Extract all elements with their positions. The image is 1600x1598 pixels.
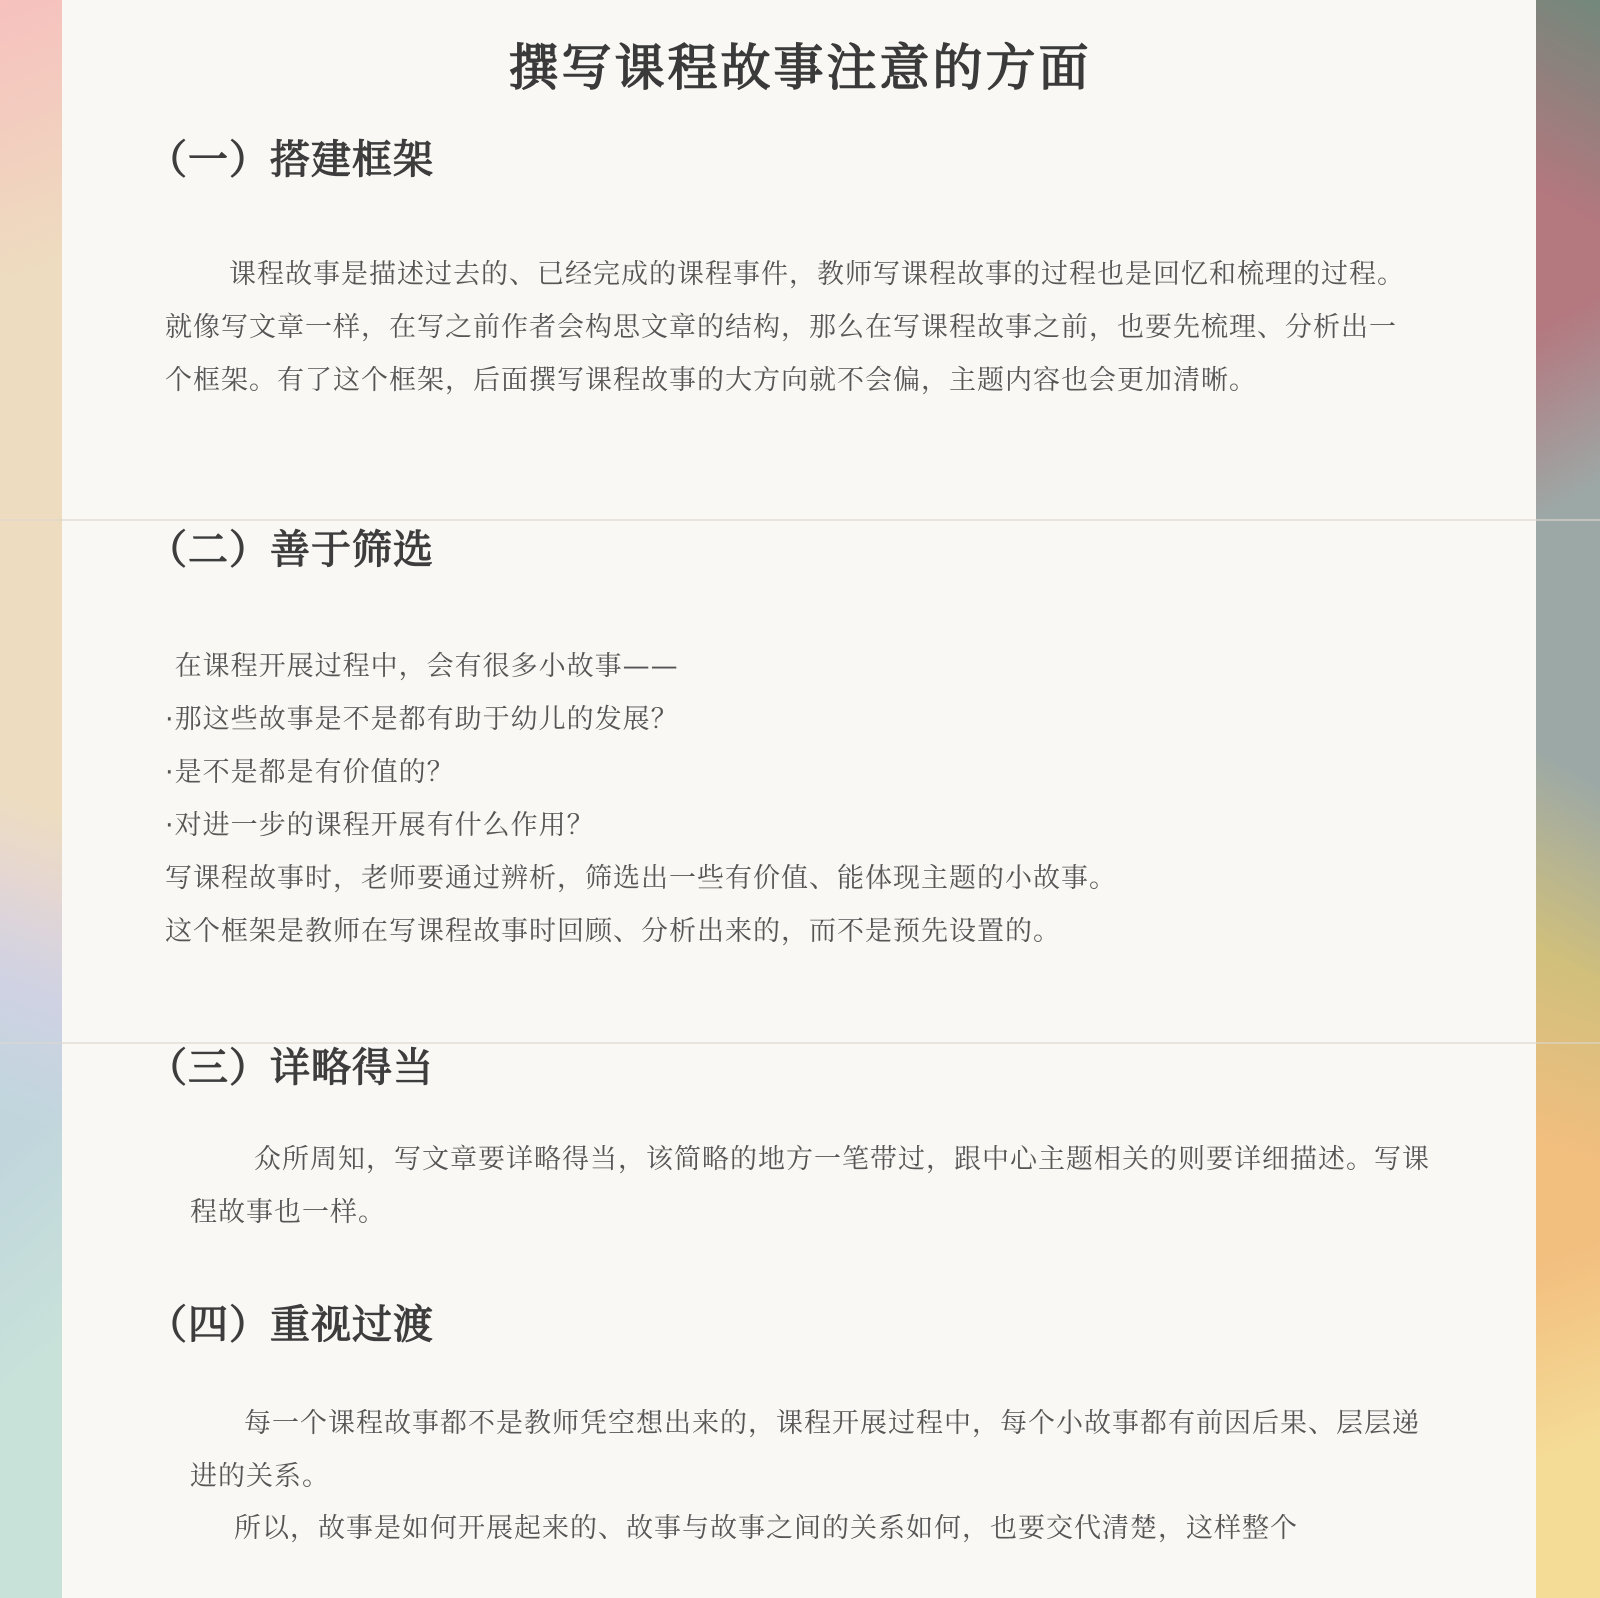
decorative-right-border [1536,0,1600,1598]
list-item: ·对进一步的课程开展有什么作用？ [165,810,595,841]
section-heading: （四）重视过渡 [147,1302,434,1348]
section-heading: （三）详略得当 [147,1045,434,1091]
list-item: ·是不是都是有价值的？ [165,757,455,788]
list-item: 这个框架是教师在写课程故事时回顾、分析出来的，而不是预先设置的。 [165,916,1061,947]
list-item: 写课程故事时，老师要通过辨析，筛选出一些有价值、能体现主题的小故事。 [165,863,1117,894]
section-paragraph: 众所周知，写文章要详略得当，该简略的地方一笔带过，跟中心主题相关的则要详细描述。写课程故事也一样。 [190,1144,1430,1228]
section-paragraph: 每一个课程故事都不是教师凭空想出来的，课程开展过程中，每个小故事都有前因后果、层层递进的关系。 [190,1408,1420,1492]
section-heading: （二）善于筛选 [147,527,434,573]
section-paragraph: 所以，故事是如何开展起来的、故事与故事之间的关系如何，也要交代清楚，这样整个 [234,1513,1298,1544]
decorative-left-border [0,0,62,1598]
list-item: ·那这些故事是不是都有助于幼儿的发展？ [165,704,679,735]
section-list [165,640,1117,958]
list-item: 在课程开展过程中，会有很多小故事—— [165,651,679,682]
page-title: 撰写课程故事注意的方面 [508,39,1092,97]
section-heading: （一）搭建框架 [147,137,434,183]
section-paragraph: 课程故事是描述过去的、已经完成的课程事件，教师写课程故事的过程也是回忆和梳理的过程。就像写文章一样，在写之前作者会构思文章的结构，那么在写课程故事之前，也要先梳理、分析出一个框架。有了这个框架，后面撰写课程故事的大方向就不会偏，主题内容也会更加清晰。 [165,259,1405,396]
